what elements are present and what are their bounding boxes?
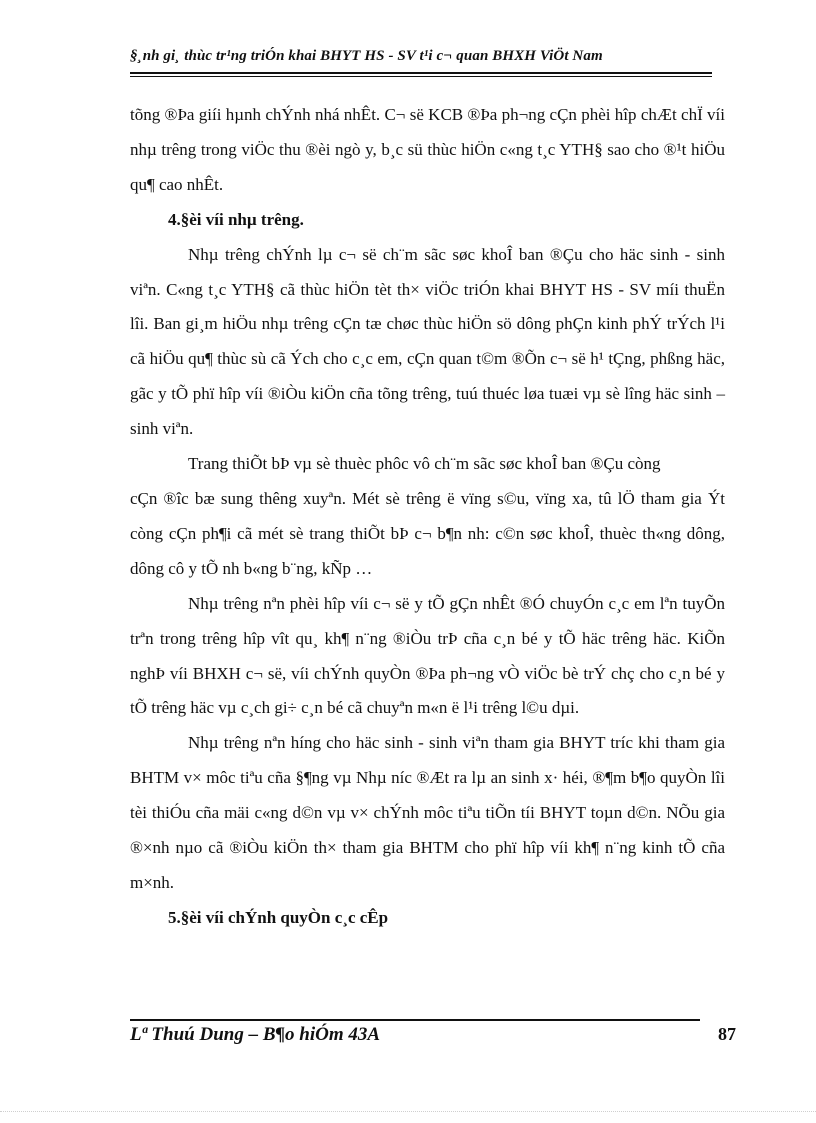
running-header-title: §¸nh gi¸ thùc tr¹ng triÓn khai BHYT HS - SV t¹i c¬ quan BHXH ViÖt Nam — [130, 48, 603, 64]
paragraph: cÇn ®îc bæ sung thêng xuyªn. Mét sè trêng ë vïng s©u, vïng xa, tû lÖ tham gia Ýt còng cÇn ph¶i cã mét sè trang thiÕt bÞ c¬ b¶n nh: c©n søc khoÎ, thuèc th«ng dông, dông cô y tÕ nh b«ng b¨ng, kÑp … — [130, 488, 725, 578]
header-rule — [130, 72, 712, 74]
footer-author: Lª Thuú Dung – B¶o hiÓm 43A — [130, 1024, 381, 1045]
section-heading: 5.§èi víi chÝnh quyÒn c¸c cÊp — [168, 907, 389, 927]
footer-rule — [130, 1019, 700, 1021]
page-number: 87 — [718, 1024, 736, 1044]
paragraph: Trang thiÕt bÞ vµ sè thuèc phôc vô ch¨m sãc søc khoÎ ban ®Çu còng — [188, 454, 661, 474]
page-bottom-edge — [0, 1111, 816, 1112]
section-heading: 4.§èi víi nhµ trêng. — [168, 209, 304, 229]
body-text — [130, 98, 725, 936]
paragraph: tõng ®Þa giíi hµnh chÝnh nhá nhÊt. C¬ së KCB ®Þa ph¬ng cÇn phèi hîp chÆt chÏ víi nhµ trêng trong viÖc thu ®èi ngò y, b¸c sü thùc hiÖn c«ng t¸c YTH§ sao cho ®¹t hiÖu qu¶ cao nhÊt. — [130, 105, 725, 194]
paragraph: Nhµ trêng chÝnh lµ c¬ së ch¨m sãc søc khoÎ ban ®Çu cho häc sinh - sinh viªn. C«ng t¸c YTH§ cã thùc hiÖn tèt th× viÖc triÓn khai BHYT HS - SV míi thuËn lîi. Ban gi¸m hiÖu nhµ trêng cÇn tæ chøc thùc hiÖn sö dông phÇn kinh phÝ trÝch l¹i cã hiÖu qu¶ thùc sù cã Ých cho c¸c em, cÇn quan t©m ®Õn c¬ së h¹ tÇng, phßng häc, gãc y tÕ phï hîp víi ®iÒu kiÖn cña tõng trêng, tuú thuéc løa tuæi vµ sè lîng häc sinh – sinh viªn. — [130, 244, 725, 439]
header-rule-thin — [130, 76, 712, 77]
paragraph: Nhµ trêng nªn phèi hîp víi c¬ së y tÕ gÇn nhÊt ®Ó chuyÓn c¸c em lªn tuyÕn trªn trong trêng hîp vît qu¸ kh¶ n¨ng ®iÒu trÞ cña c¸n bé y tÕ häc trêng häc. KiÕn nghÞ víi BHXH c¬ së, víi chÝnh quyÒn ®Þa ph¬ng vÒ viÖc bè trÝ chç cho c¸n bé y tÕ trêng häc vµ c¸ch gi÷ c¸n bé cã chuyªn m«n ë l¹i trêng l©u dµi. — [130, 593, 725, 718]
paragraph: Nhµ trêng nªn híng cho häc sinh - sinh viªn tham gia BHYT tríc khi tham gia BHTM v× môc tiªu cña §¶ng vµ Nhµ níc ®Æt ra lµ an sinh x· héi, ®¶m b¶o quyÒn lîi tèi thiÓu cña mäi c«ng d©n vµ v× chÝnh môc tiªu tiÕn tíi BHYT toµn d©n. NÕu gia ®×nh nµo cã ®iÒu kiÖn th× tham gia BHTM cho phï hîp víi kh¶ n¨ng kinh tÕ cña m×nh. — [130, 733, 725, 892]
